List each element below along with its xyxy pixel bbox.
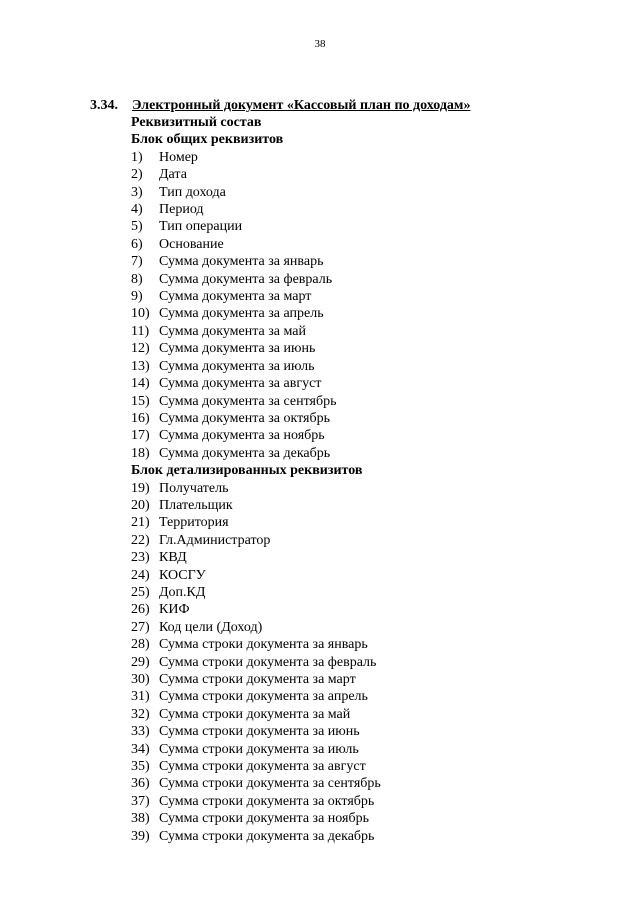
list-item-number: 17) bbox=[131, 428, 150, 444]
list-item-text: Дата bbox=[159, 167, 187, 183]
list-item bbox=[131, 480, 381, 497]
list-item-number: 20) bbox=[131, 497, 150, 513]
list-item-text: Сумма документа за октябрь bbox=[159, 410, 330, 426]
list-item-text: Сумма документа за июль bbox=[159, 358, 315, 374]
list-item bbox=[131, 601, 381, 618]
list-item-text: Сумма строки документа за январь bbox=[159, 637, 368, 653]
list-item-number: 16) bbox=[131, 410, 150, 426]
list-item-number: 12) bbox=[131, 341, 150, 357]
list-item-text: КОСГУ bbox=[159, 567, 206, 583]
list-item-number: 23) bbox=[131, 550, 150, 566]
list-item-text: Сумма документа за май bbox=[159, 323, 306, 339]
list-item-number: 11) bbox=[131, 323, 150, 339]
list-item-number: 31) bbox=[131, 689, 150, 705]
block-title: Блок детализированных реквизитов bbox=[131, 463, 363, 479]
list-item-text: Плательщик bbox=[159, 497, 233, 513]
list-item bbox=[131, 775, 381, 792]
list-item-number: 3) bbox=[131, 184, 143, 200]
list-item-text: Тип операции bbox=[159, 219, 243, 235]
list-item-number: 36) bbox=[131, 776, 150, 792]
list-item-number: 9) bbox=[131, 289, 143, 305]
list-item-number: 14) bbox=[131, 376, 150, 392]
list-item-number: 38) bbox=[131, 811, 150, 827]
list-item-number: 7) bbox=[131, 254, 143, 270]
list-item bbox=[131, 410, 381, 427]
list-item-text: Территория bbox=[159, 515, 229, 531]
list-item-text: Сумма строки документа за июль bbox=[159, 741, 359, 757]
list-item-number: 34) bbox=[131, 741, 150, 757]
list-item bbox=[131, 358, 381, 375]
list-item bbox=[131, 445, 381, 462]
list-item bbox=[131, 619, 381, 636]
list-item bbox=[131, 810, 381, 827]
list-item-text: Сумма документа за ноябрь bbox=[159, 428, 325, 444]
list-item-number: 6) bbox=[131, 236, 143, 252]
list-item-text: Сумма строки документа за ноябрь bbox=[159, 811, 369, 827]
list-item-number: 4) bbox=[131, 202, 143, 218]
list-item-text: Тип дохода bbox=[159, 184, 226, 200]
section-title: Электронный документ «Кассовый план по доходам» bbox=[132, 98, 471, 113]
list-item-text: Сумма строки документа за апрель bbox=[159, 689, 368, 705]
list-item bbox=[131, 427, 381, 444]
list-item-text: Сумма документа за сентябрь bbox=[159, 393, 337, 409]
list-item-number: 5) bbox=[131, 219, 143, 235]
list-item-number: 21) bbox=[131, 515, 150, 531]
list-item-text: Код цели (Доход) bbox=[159, 619, 263, 635]
list-item bbox=[131, 654, 381, 671]
list-item-text: Сумма документа за апрель bbox=[159, 306, 324, 322]
list-item-text: Основание bbox=[159, 236, 224, 252]
list-item bbox=[131, 149, 381, 166]
list-item-number: 27) bbox=[131, 619, 150, 635]
list-item-text: Доп.КД bbox=[159, 584, 206, 600]
list-item-number: 22) bbox=[131, 532, 150, 548]
list-item-number: 10) bbox=[131, 306, 150, 322]
block-title: Блок общих реквизитов bbox=[131, 132, 284, 148]
list-item-number: 30) bbox=[131, 672, 150, 687]
list-item bbox=[131, 184, 381, 201]
list-item-text: Сумма строки документа за декабрь bbox=[159, 828, 375, 844]
list-item bbox=[131, 741, 381, 758]
list-item bbox=[131, 688, 381, 705]
list-item bbox=[131, 514, 381, 531]
section-heading bbox=[90, 98, 470, 114]
list-item-number: 25) bbox=[131, 584, 150, 600]
page-number: 38 bbox=[314, 38, 326, 50]
list-item-number: 26) bbox=[131, 602, 150, 618]
list-item-text: Сумма строки документа за октябрь bbox=[159, 793, 375, 809]
list-item-text: Сумма строки документа за март bbox=[159, 672, 356, 687]
list-item-number: 15) bbox=[131, 393, 150, 409]
list-item bbox=[131, 253, 381, 270]
list-item-number: 33) bbox=[131, 724, 150, 740]
list-item-number: 39) bbox=[131, 828, 150, 844]
list-item bbox=[131, 723, 381, 740]
list-item bbox=[131, 375, 381, 392]
list-item bbox=[131, 201, 381, 218]
list-item-text: Сумма документа за декабрь bbox=[159, 445, 331, 461]
list-item-number: 8) bbox=[131, 271, 143, 287]
list-item bbox=[131, 532, 381, 549]
list-item-text: Сумма документа за январь bbox=[159, 254, 324, 270]
list-item bbox=[131, 288, 381, 305]
list-item bbox=[131, 828, 381, 845]
list-item-number: 1) bbox=[131, 149, 143, 165]
list-item-text: КВД bbox=[159, 550, 187, 566]
list-item bbox=[131, 671, 381, 688]
list-item bbox=[131, 567, 381, 584]
list-item-text: Гл.Администратор bbox=[159, 532, 271, 548]
list-item-number: 28) bbox=[131, 637, 150, 653]
list-item-text: Сумма строки документа за май bbox=[159, 706, 351, 722]
list-item-text: Сумма строки документа за июнь bbox=[159, 724, 360, 740]
list-item-text: Сумма документа за август bbox=[159, 376, 322, 392]
document-body bbox=[131, 114, 381, 845]
list-item bbox=[131, 758, 381, 775]
list-item-text: Период bbox=[159, 202, 204, 218]
list-item bbox=[131, 706, 381, 723]
list-item bbox=[131, 340, 381, 357]
list-item-text: Получатель bbox=[159, 480, 229, 496]
list-item bbox=[131, 323, 381, 340]
list-item-text: Сумма документа за июнь bbox=[159, 341, 316, 357]
list-item-number: 13) bbox=[131, 358, 150, 374]
list-item-number: 37) bbox=[131, 793, 150, 809]
list-item bbox=[131, 636, 381, 653]
list-item bbox=[131, 218, 381, 235]
list-item-text: Сумма строки документа за февраль bbox=[159, 654, 377, 670]
list-item-number: 2) bbox=[131, 167, 143, 183]
list-item bbox=[131, 271, 381, 288]
list-item-text: Сумма строки документа за сентябрь bbox=[159, 776, 381, 792]
list-item bbox=[131, 584, 381, 601]
list-item bbox=[131, 793, 381, 810]
list-item-number: 18) bbox=[131, 445, 150, 461]
list-item-text: Сумма документа за февраль bbox=[159, 271, 333, 287]
subtitle: Реквизитный состав bbox=[131, 115, 262, 130]
list-item-number: 35) bbox=[131, 759, 150, 775]
list-item bbox=[131, 393, 381, 410]
list-item bbox=[131, 497, 381, 514]
section-number: 3.34. bbox=[90, 98, 118, 113]
list-item bbox=[131, 549, 381, 566]
list-item bbox=[131, 236, 381, 253]
list-item bbox=[131, 305, 381, 322]
list-item-text: Сумма строки документа за август bbox=[159, 759, 366, 775]
list-item-number: 19) bbox=[131, 480, 150, 496]
list-item-number: 29) bbox=[131, 654, 150, 670]
list-item-text: Номер bbox=[159, 149, 198, 165]
list-item bbox=[131, 166, 381, 183]
list-item-number: 32) bbox=[131, 706, 150, 722]
list-item-text: КИФ bbox=[159, 602, 190, 618]
list-item-text: Сумма документа за март bbox=[159, 289, 312, 305]
list-item-number: 24) bbox=[131, 567, 150, 583]
